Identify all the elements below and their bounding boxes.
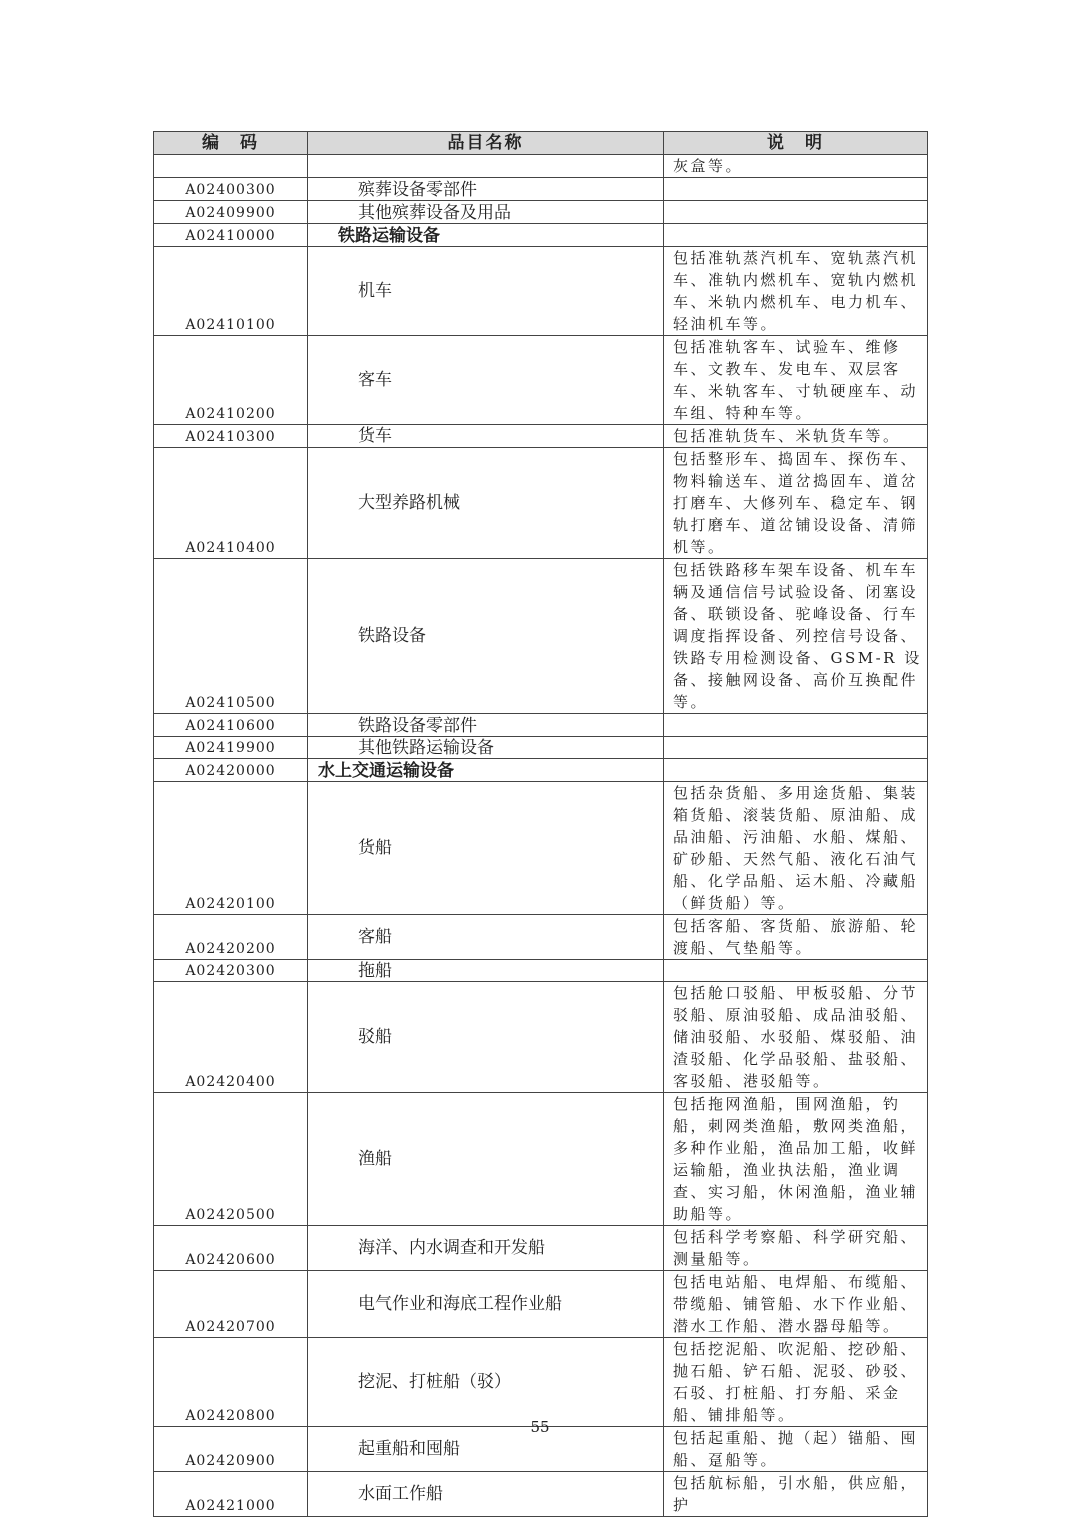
item-name-cell: [308, 559, 664, 714]
item-name: 客车: [358, 370, 392, 390]
table-row: [154, 915, 928, 960]
item-code: A02420100: [154, 782, 308, 915]
item-description: 包括起重船、抛（起）锚船、囤船、趸船等。: [664, 1427, 928, 1472]
item-description: 包括准轨蒸汽机车、宽轨蒸汽机车、准轨内燃机车、宽轨内燃机车、米轨内燃机车、电力机车、轻油机车等。: [664, 247, 928, 336]
item-code: A02420600: [154, 1226, 308, 1271]
item-name: 海洋、内水调查和开发船: [358, 1238, 545, 1258]
table-row: [154, 178, 928, 201]
item-description: 包括准轨货车、米轨货车等。: [664, 425, 928, 448]
item-code: A02410200: [154, 336, 308, 425]
header-desc: 说 明: [664, 132, 928, 155]
item-name-cell: [308, 336, 664, 425]
item-description: [664, 714, 928, 737]
item-name-cell: [308, 982, 664, 1093]
item-name-cell: [308, 1338, 664, 1427]
item-name-cell: [308, 155, 664, 178]
table-row: [154, 448, 928, 559]
item-name-cell: [308, 1472, 664, 1517]
item-description: [664, 960, 928, 982]
item-code: A02410400: [154, 448, 308, 559]
item-name: 殡葬设备零部件: [358, 180, 477, 200]
item-name: 铁路运输设备: [338, 226, 440, 246]
item-description: 包括航标船，引水船，供应船，护: [664, 1472, 928, 1517]
item-description: 包括客船、客货船、旅游船、轮渡船、气垫船等。: [664, 915, 928, 960]
item-name-cell: [308, 425, 664, 448]
item-description: 灰盒等。: [664, 155, 928, 178]
item-description: [664, 224, 928, 247]
item-name: 大型养路机械: [358, 493, 460, 513]
item-code: A02420000: [154, 759, 308, 782]
item-name-cell: [308, 960, 664, 982]
table-row: [154, 1271, 928, 1338]
table-row: [154, 982, 928, 1093]
page-number: 55: [530, 1418, 550, 1436]
item-code: A02420200: [154, 915, 308, 960]
table-row: [154, 559, 928, 714]
item-name: 水面工作船: [358, 1484, 443, 1504]
item-name: 机车: [358, 281, 392, 301]
item-description: 包括拖网渔船，围网渔船，钓船，刺网类渔船，敷网类渔船，多种作业船，渔品加工船，收鲜运输船，渔业执法船，渔业调查、实习船，休闲渔船，渔业辅助船等。: [664, 1093, 928, 1226]
item-name-cell: [308, 178, 664, 201]
item-name: 货船: [358, 838, 392, 858]
item-name-cell: [308, 714, 664, 737]
item-description: [664, 737, 928, 759]
item-description: 包括挖泥船、吹泥船、挖砂船、抛石船、铲石船、泥驳、砂驳、石驳、打桩船、打夯船、采金船、铺排船等。: [664, 1338, 928, 1427]
item-name-cell: [308, 737, 664, 759]
item-description: [664, 759, 928, 782]
table-row: [154, 201, 928, 224]
item-code: A02420300: [154, 960, 308, 982]
item-description: 包括准轨客车、试验车、维修车、文教车、发电车、双层客车、米轨客车、寸轨硬座车、动车组、特种车等。: [664, 336, 928, 425]
item-name: 其他殡葬设备及用品: [358, 203, 511, 223]
table-row: [154, 960, 928, 982]
item-code: A02410300: [154, 425, 308, 448]
item-name: 水上交通运输设备: [318, 761, 454, 781]
table-row: [154, 155, 928, 178]
item-description: 包括杂货船、多用途货船、集装箱货船、滚装货船、原油船、成品油船、污油船、水船、煤船、矿砂船、天然气船、液化石油气船、化学品船、运木船、冷藏船（鲜货船）等。: [664, 782, 928, 915]
item-name: 货车: [358, 426, 392, 446]
item-name-cell: [308, 1271, 664, 1338]
table-row: [154, 1093, 928, 1226]
item-description: [664, 201, 928, 224]
item-name-cell: [308, 782, 664, 915]
table-row: [154, 782, 928, 915]
item-name: 客船: [358, 927, 392, 947]
item-name: 起重船和囤船: [358, 1439, 460, 1459]
item-name: 拖船: [358, 961, 392, 981]
item-code: A02410000: [154, 224, 308, 247]
header-code: 编 码: [154, 132, 308, 155]
item-code: A02421000: [154, 1472, 308, 1517]
table-row: [154, 714, 928, 737]
item-name-cell: [308, 1093, 664, 1226]
item-name-cell: [308, 1226, 664, 1271]
item-code: A02420400: [154, 982, 308, 1093]
item-code: A02410500: [154, 559, 308, 714]
item-code: A02419900: [154, 737, 308, 759]
item-code: A02410100: [154, 247, 308, 336]
item-name: 铁路设备: [358, 626, 426, 646]
item-description: 包括舱口驳船、甲板驳船、分节驳船、原油驳船、成品油驳船、储油驳船、水驳船、煤驳船、油渣驳船、化学品驳船、盐驳船、客驳船、港驳船等。: [664, 982, 928, 1093]
item-name-cell: [308, 201, 664, 224]
table-row: [154, 247, 928, 336]
table-row: [154, 1472, 928, 1517]
item-code: A02420900: [154, 1427, 308, 1472]
item-code: A02400300: [154, 178, 308, 201]
table-row: [154, 224, 928, 247]
table-row: [154, 759, 928, 782]
item-description: 包括铁路移车架车设备、机车车辆及通信信号试验设备、闭塞设备、联锁设备、驼峰设备、行车调度指挥设备、列控信号设备、铁路专用检测设备、GSM-R 设备、接触网设备、高价互换配件等。: [664, 559, 928, 714]
item-code: A02409900: [154, 201, 308, 224]
table-row: [154, 425, 928, 448]
table-row: [154, 336, 928, 425]
table-header: [154, 132, 928, 155]
item-description: [664, 178, 928, 201]
item-description: 包括电站船、电焊船、布缆船、带缆船、铺管船、水下作业船、潜水工作船、潜水器母船等。: [664, 1271, 928, 1338]
item-name-cell: [308, 448, 664, 559]
item-name: 渔船: [358, 1149, 392, 1169]
item-name: 挖泥、打桩船（驳）: [358, 1372, 511, 1392]
item-code: [154, 155, 308, 178]
item-name: 驳船: [358, 1027, 392, 1047]
item-code: A02410600: [154, 714, 308, 737]
header-name: 品目名称: [308, 132, 664, 155]
item-name: 其他铁路运输设备: [358, 738, 494, 758]
catalog-table: [153, 131, 928, 1517]
table-row: [154, 1338, 928, 1427]
table-row: [154, 1226, 928, 1271]
item-name-cell: [308, 247, 664, 336]
item-description: 包括整形车、捣固车、探伤车、物料输送车、道岔捣固车、道岔打磨车、大修列车、稳定车、钢轨打磨车、道岔铺设设备、清筛机等。: [664, 448, 928, 559]
table-row: [154, 737, 928, 759]
item-code: A02420700: [154, 1271, 308, 1338]
item-description: 包括科学考察船、科学研究船、测量船等。: [664, 1226, 928, 1271]
item-code: A02420800: [154, 1338, 308, 1427]
item-name-cell: [308, 224, 664, 247]
item-name-cell: [308, 915, 664, 960]
item-name: 铁路设备零部件: [358, 716, 477, 736]
item-name-cell: [308, 759, 664, 782]
item-code: A02420500: [154, 1093, 308, 1226]
item-name: 电气作业和海底工程作业船: [358, 1294, 562, 1314]
